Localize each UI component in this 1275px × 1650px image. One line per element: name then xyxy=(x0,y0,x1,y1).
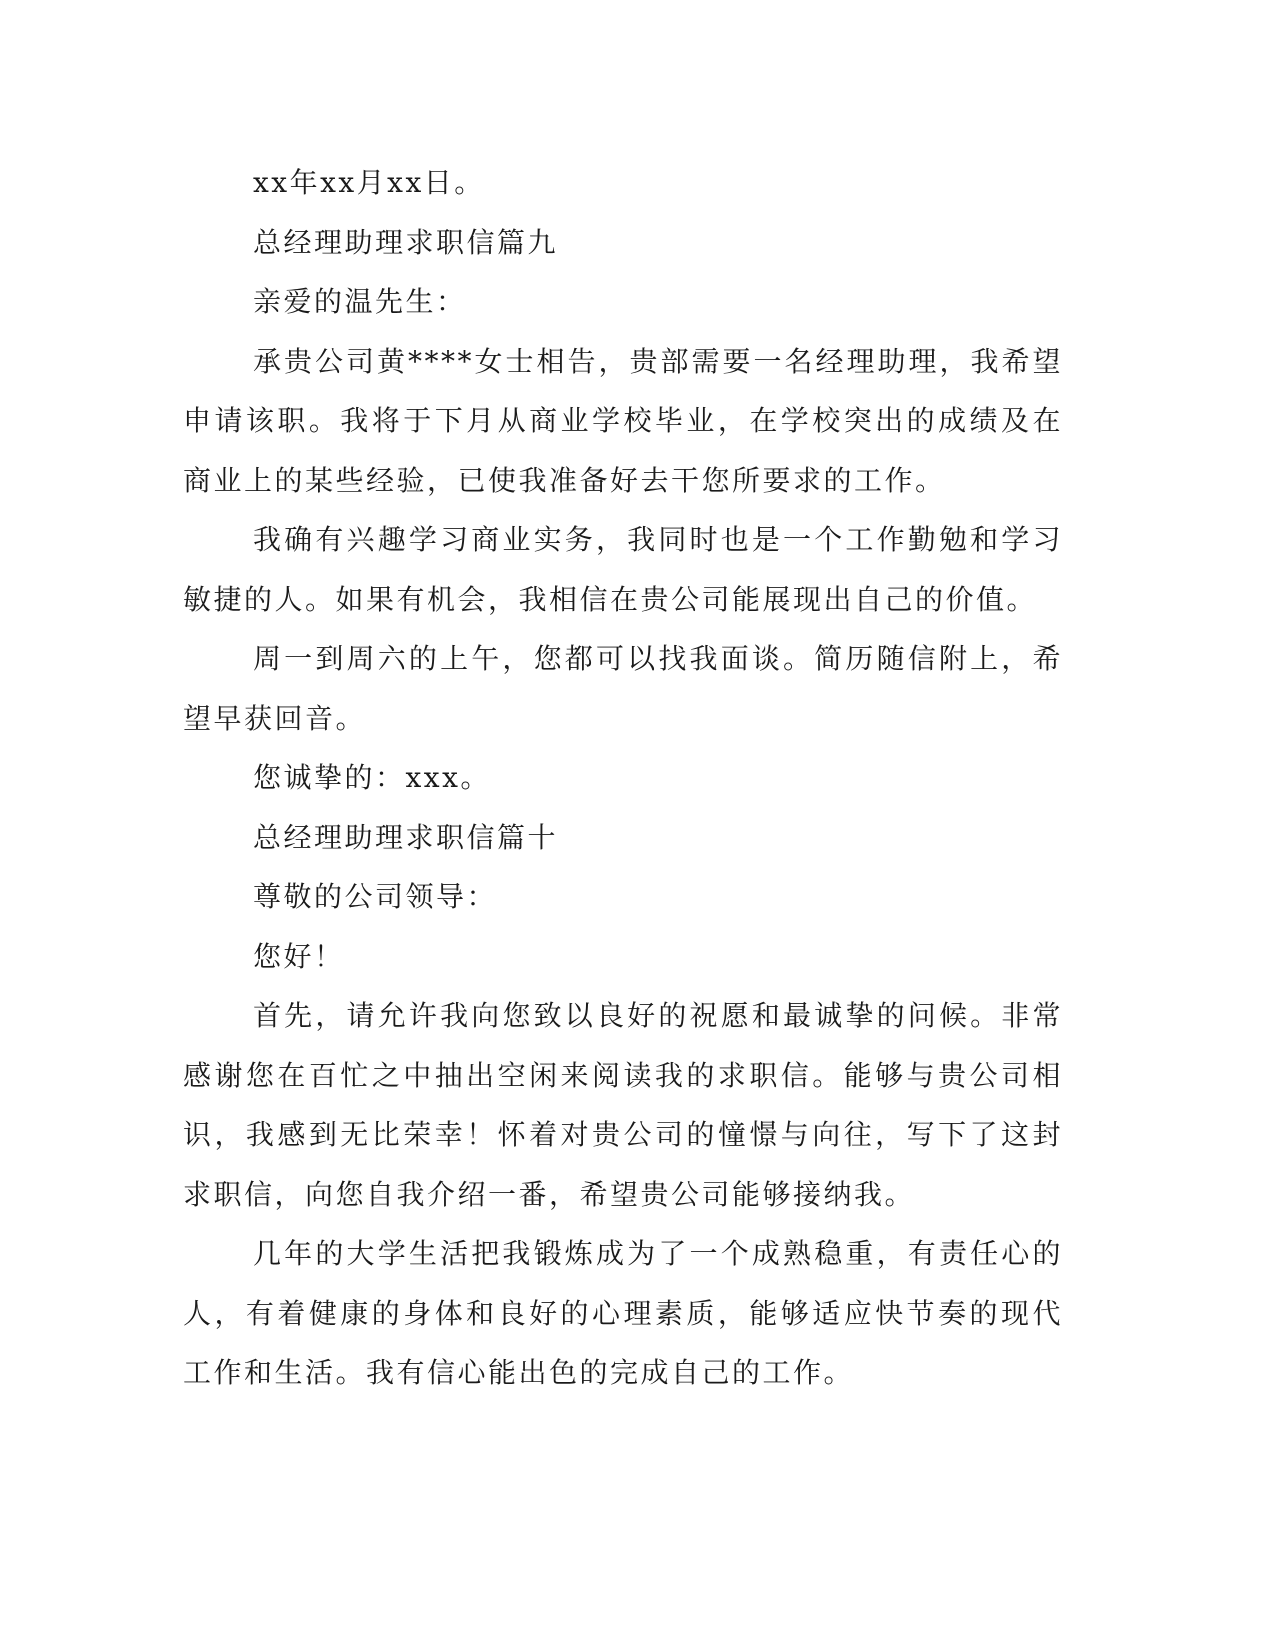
letter-body xyxy=(183,153,1063,1403)
body-paragraph: 我确有兴趣学习商业实务，我同时也是一个工作勤勉和学习敏捷的人。如果有机会，我相信在贵公司能展现出自己的价值。 xyxy=(183,523,1063,616)
salutation: 亲爱的温先生： xyxy=(253,285,467,318)
body-paragraph: 几年的大学生活把我锻炼成为了一个成熟稳重，有责任心的人，有着健康的身体和良好的心理素质，能够适应快节奏的现代工作和生活。我有信心能出色的完成自己的工作。 xyxy=(183,1237,1063,1389)
salutation: 尊敬的公司领导： xyxy=(253,880,498,913)
greeting: 您好！ xyxy=(253,939,345,973)
body-paragraph: 周一到周六的上午，您都可以找我面谈。简历随信附上，希望早获回音。 xyxy=(183,642,1063,735)
body-paragraph: 首先，请允许我向您致以良好的祝愿和最诚挚的问候。非常感谢您在百忙之中抽出空闲来阅读我的求职信。能够与贵公司相识，我感到无比荣幸！怀着对贵公司的憧憬与向往，写下了这封求职信，向您自我介绍一番，希望贵公司能够接纳我。 xyxy=(183,999,1063,1211)
signature-line: 您诚挚的：xxx。 xyxy=(253,761,491,794)
date-line: xx年xx月xx日。 xyxy=(253,166,485,199)
body-paragraph: 承贵公司黄****女士相告，贵部需要一名经理助理，我希望申请该职。我将于下月从商业学校毕业，在学校突出的成绩及在商业上的某些经验，已使我准备好去干您所要求的工作。 xyxy=(183,344,1063,497)
section-heading-nine: 总经理助理求职信篇九 xyxy=(253,225,559,259)
section-heading-ten: 总经理助理求职信篇十 xyxy=(253,820,559,854)
